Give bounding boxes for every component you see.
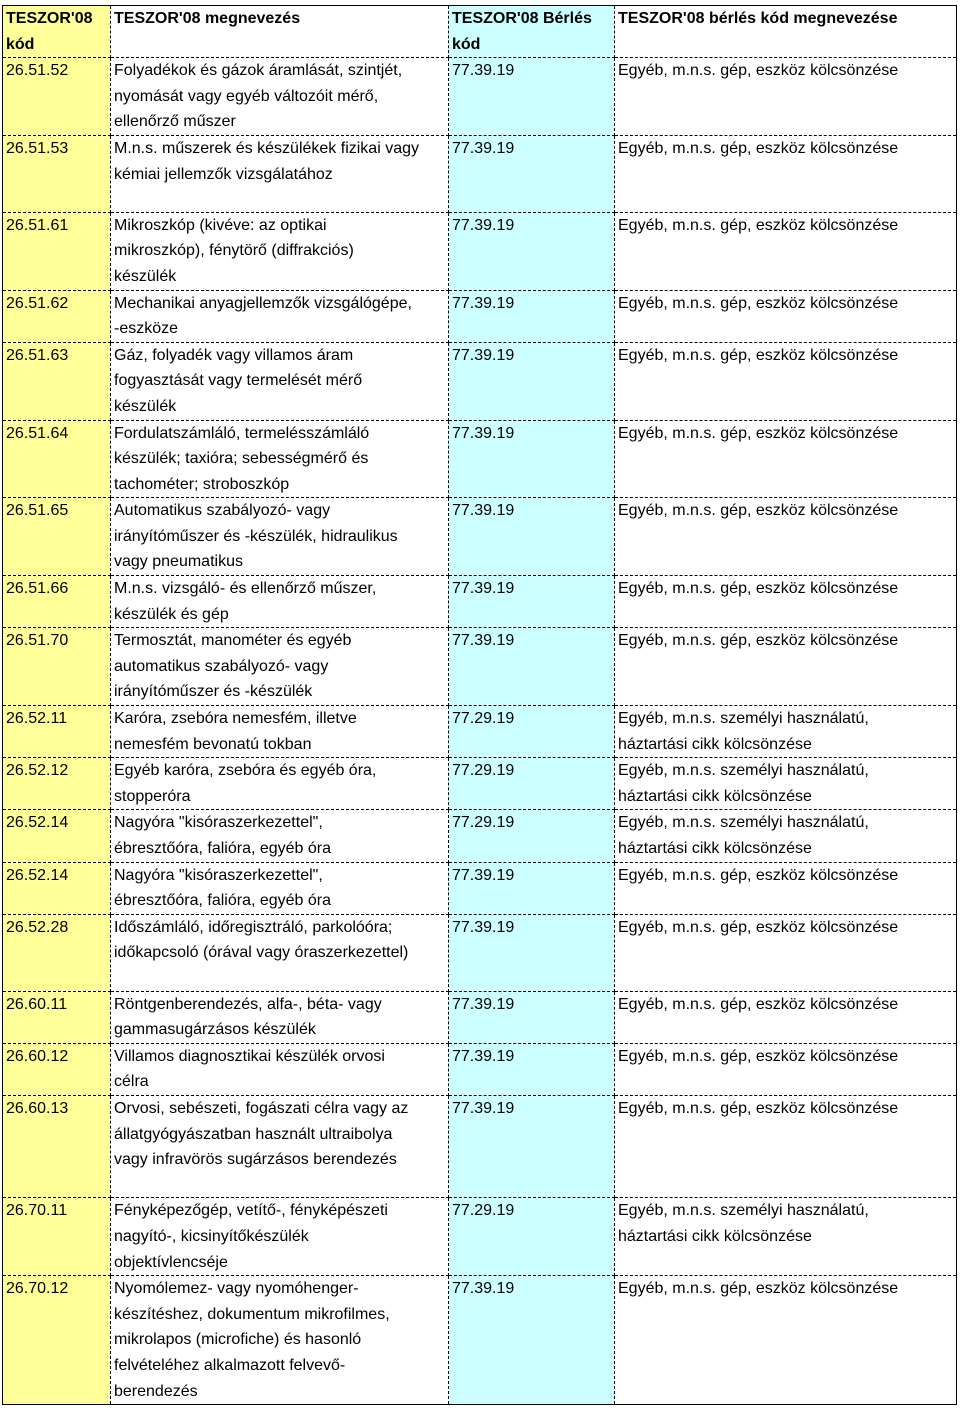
row-name-line: Röntgenberendezés, alfa-, béta- vagy: [114, 995, 382, 1013]
row-code: 26.51.66: [3, 576, 111, 628]
row-rent-code: 77.39.19: [449, 420, 615, 498]
row-code: 26.60.13: [3, 1095, 111, 1197]
row-name: [111, 290, 449, 342]
row-name-line: kémiai jellemzők vizsgálatához: [114, 165, 333, 183]
header-row: [3, 6, 957, 58]
row-name-line: Fényképezőgép, vetítő-, fényképészeti: [114, 1202, 388, 1220]
table-row: [3, 135, 957, 212]
header-code-line2: kód: [6, 35, 35, 53]
row-name: [111, 58, 449, 136]
row-rent-code: 77.39.19: [449, 290, 615, 342]
row-name-line: Mechanikai anyagjellemzők vizsgálógépe,: [114, 294, 412, 312]
row-name-line: berendezés: [114, 1382, 198, 1400]
row-rent-name: [615, 58, 957, 136]
row-rent-name: [615, 991, 957, 1043]
row-rent-name-line: Egyéb, m.n.s. gép, eszköz kölcsönzése: [618, 1099, 899, 1117]
row-rent-name: [615, 862, 957, 914]
row-name-line: Nagyóra "kisóraszerkezettel",: [114, 814, 323, 832]
row-rent-code: 77.39.19: [449, 212, 615, 290]
table-row: [3, 628, 957, 706]
teszor-table: [2, 5, 957, 1405]
row-name: [111, 706, 449, 758]
row-name-line: Nagyóra "kisóraszerkezettel",: [114, 866, 323, 884]
row-rent-code: 77.39.19: [449, 58, 615, 136]
table-row: [3, 420, 957, 498]
row-rent-name: [615, 1198, 957, 1276]
row-name: [111, 498, 449, 576]
row-rent-code: 77.39.19: [449, 1276, 615, 1405]
table-row: [3, 1043, 957, 1095]
row-rent-name-line: Egyéb, m.n.s. gép, eszköz kölcsönzése: [618, 502, 899, 520]
row-rent-name: [615, 810, 957, 862]
row-name-line: fogyasztását vagy termelését mérő: [114, 372, 363, 390]
row-code: 26.51.63: [3, 342, 111, 420]
row-rent-name-line: Egyéb, m.n.s. gép, eszköz kölcsönzése: [618, 995, 899, 1013]
row-name-line: időkapcsoló (órával vagy óraszerkezettel): [114, 944, 409, 962]
row-name-line: M.n.s. vizsgáló- és ellenőrző műszer,: [114, 580, 377, 598]
row-name-line: gammasugárzásos készülék: [114, 1021, 316, 1039]
row-name-line: készülék és gép: [114, 605, 229, 623]
row-rent-code: 77.39.19: [449, 914, 615, 991]
row-name-line: állatgyógyászatban használt ultraibolya: [114, 1125, 393, 1143]
table-row: [3, 290, 957, 342]
row-rent-code: 77.29.19: [449, 810, 615, 862]
row-code: 26.51.61: [3, 212, 111, 290]
row-name-line: készülék: [114, 397, 177, 415]
row-rent-code: 77.39.19: [449, 576, 615, 628]
row-rent-name: [615, 290, 957, 342]
row-code: 26.51.62: [3, 290, 111, 342]
row-name-line: mikrolapos (microfiche) és hasonló: [114, 1331, 362, 1349]
table-row: [3, 862, 957, 914]
row-rent-name-line: háztartási cikk kölcsönzése: [618, 735, 812, 753]
table-row: [3, 1198, 957, 1276]
row-rent-name: [615, 1043, 957, 1095]
row-rent-name: [615, 628, 957, 706]
row-name: [111, 810, 449, 862]
row-name-line: Villamos diagnosztikai készülék orvosi: [114, 1047, 385, 1065]
row-code: 26.51.53: [3, 135, 111, 212]
row-rent-name-line: Egyéb, m.n.s. gép, eszköz kölcsönzése: [618, 62, 899, 80]
row-rent-name-line: Egyéb, m.n.s. gép, eszköz kölcsönzése: [618, 216, 899, 234]
row-name: [111, 342, 449, 420]
row-rent-code: 77.39.19: [449, 1095, 615, 1197]
row-rent-name-line: Egyéb, m.n.s. személyi használatú,: [618, 814, 869, 832]
row-rent-name-line: Egyéb, m.n.s. gép, eszköz kölcsönzése: [618, 580, 899, 598]
row-name-line: vagy infravörös sugárzásos berendezés: [114, 1151, 397, 1169]
header-rent-line2: kód: [452, 35, 481, 53]
row-name-line: nyomását vagy egyéb változóit mérő,: [114, 87, 379, 105]
table-row: [3, 212, 957, 290]
row-name-line: nemesfém bevonatú tokban: [114, 735, 312, 753]
row-name-line: Időszámláló, időregisztráló, parkolóóra;: [114, 918, 393, 936]
row-name-line: Karóra, zsebóra nemesfém, illetve: [114, 710, 357, 728]
row-name-line: objektívlencséje: [114, 1253, 228, 1271]
row-code: 26.52.12: [3, 758, 111, 810]
row-rent-name-line: Egyéb, m.n.s. gép, eszköz kölcsönzése: [618, 346, 899, 364]
row-rent-name-line: Egyéb, m.n.s. gép, eszköz kölcsönzése: [618, 632, 899, 650]
row-rent-name: [615, 758, 957, 810]
row-name-line: automatikus szabályozó- vagy: [114, 657, 329, 675]
table-row: [3, 576, 957, 628]
row-code: 26.51.70: [3, 628, 111, 706]
header-rent-line1: TESZOR'08 Bérlés: [452, 10, 592, 27]
row-name-line: Fordulatszámláló, termelésszámláló: [114, 424, 370, 442]
table-row: [3, 810, 957, 862]
row-code: 26.52.14: [3, 862, 111, 914]
header-code: [3, 6, 111, 58]
table-row: [3, 758, 957, 810]
table-row: [3, 1095, 957, 1197]
row-name-line: -eszköze: [114, 320, 179, 338]
row-rent-code: 77.29.19: [449, 758, 615, 810]
row-name-line: készülék: [114, 267, 177, 285]
row-name-line: irányítóműszer és -készülék, hidraulikus: [114, 527, 398, 545]
row-name-line: Gáz, folyadék vagy villamos áram: [114, 346, 354, 364]
row-name: [111, 1043, 449, 1095]
row-name-line: M.n.s. műszerek és készülékek fizikai vagy: [114, 139, 419, 157]
row-rent-name: [615, 498, 957, 576]
row-rent-code: 77.39.19: [449, 498, 615, 576]
row-rent-name-line: Egyéb, m.n.s. gép, eszköz kölcsönzése: [618, 294, 899, 312]
row-name-line: vagy pneumatikus: [114, 553, 243, 571]
row-code: 26.51.52: [3, 58, 111, 136]
row-rent-name: [615, 576, 957, 628]
row-rent-name-line: háztartási cikk kölcsönzése: [618, 1227, 812, 1245]
row-name-line: ébresztőóra, falióra, egyéb óra: [114, 892, 332, 910]
row-name: [111, 628, 449, 706]
row-name: [111, 135, 449, 212]
table-row: [3, 342, 957, 420]
row-rent-name-line: háztartási cikk kölcsönzése: [618, 787, 812, 805]
table-row: [3, 914, 957, 991]
row-rent-code: 77.29.19: [449, 706, 615, 758]
row-name-line: nagyító-, kicsinyítőkészülék: [114, 1227, 309, 1245]
row-name-line: célra: [114, 1073, 149, 1091]
row-name: [111, 576, 449, 628]
row-name-line: mikroszkóp), fénytörő (diffrakciós): [114, 242, 354, 260]
row-name: [111, 1095, 449, 1197]
row-rent-name: [615, 420, 957, 498]
table-row: [3, 58, 957, 136]
row-rent-name-line: Egyéb, m.n.s. gép, eszköz kölcsönzése: [618, 139, 899, 157]
row-name: [111, 1276, 449, 1405]
row-name-line: tachométer; stroboszkóp: [114, 475, 290, 493]
row-rent-name: [615, 1276, 957, 1405]
row-name-line: Orvosi, sebészeti, fogászati célra vagy az: [114, 1099, 409, 1117]
row-rent-name: [615, 342, 957, 420]
row-rent-name: [615, 1095, 957, 1197]
row-name-line: Termosztát, manométer és egyéb: [114, 632, 352, 650]
row-name: [111, 1198, 449, 1276]
row-name: [111, 212, 449, 290]
row-rent-name-line: Egyéb, m.n.s. személyi használatú,: [618, 1202, 869, 1220]
table-row: [3, 706, 957, 758]
row-name-line: készülék; taxióra; sebességmérő és: [114, 450, 369, 468]
row-code: 26.60.12: [3, 1043, 111, 1095]
header-code-line1: TESZOR'08: [6, 10, 93, 27]
row-rent-code: 77.39.19: [449, 862, 615, 914]
header-rent-name: TESZOR'08 bérlés kód megnevezése: [615, 6, 957, 58]
row-rent-name-line: Egyéb, m.n.s. gép, eszköz kölcsönzése: [618, 1047, 899, 1065]
row-rent-name-line: Egyéb, m.n.s. gép, eszköz kölcsönzése: [618, 866, 899, 884]
row-rent-name: [615, 914, 957, 991]
row-name-line: felvételéhez alkalmazott felvevő-: [114, 1356, 346, 1374]
row-rent-name-line: Egyéb, m.n.s. személyi használatú,: [618, 710, 869, 728]
row-rent-code: 77.39.19: [449, 1043, 615, 1095]
row-code: 26.52.28: [3, 914, 111, 991]
row-rent-name-line: Egyéb, m.n.s. személyi használatú,: [618, 762, 869, 780]
row-rent-name-line: Egyéb, m.n.s. gép, eszköz kölcsönzése: [618, 1280, 899, 1298]
row-name: [111, 420, 449, 498]
row-code: 26.60.11: [3, 991, 111, 1043]
row-name: [111, 914, 449, 991]
row-name-line: Folyadékok és gázok áramlását, szintjét,: [114, 62, 403, 80]
row-rent-name: [615, 706, 957, 758]
row-rent-name: [615, 212, 957, 290]
row-name-line: Mikroszkóp (kivéve: az optikai: [114, 216, 327, 234]
row-name-line: Egyéb karóra, zsebóra és egyéb óra,: [114, 762, 377, 780]
row-name-line: Automatikus szabályozó- vagy: [114, 502, 331, 520]
row-rent-name: [615, 135, 957, 212]
header-rent-code: [449, 6, 615, 58]
row-name: [111, 862, 449, 914]
row-code: 26.51.64: [3, 420, 111, 498]
row-name-line: irányítóműszer és -készülék: [114, 683, 313, 701]
row-rent-name-line: háztartási cikk kölcsönzése: [618, 840, 812, 858]
row-rent-code: 77.29.19: [449, 1198, 615, 1276]
table-row: [3, 1276, 957, 1405]
row-rent-code: 77.39.19: [449, 342, 615, 420]
row-rent-name-line: Egyéb, m.n.s. gép, eszköz kölcsönzése: [618, 424, 899, 442]
row-code: 26.70.12: [3, 1276, 111, 1405]
row-name-line: ellenőrző műszer: [114, 113, 236, 131]
row-code: 26.52.14: [3, 810, 111, 862]
row-rent-code: 77.39.19: [449, 628, 615, 706]
row-name: [111, 758, 449, 810]
row-code: 26.70.11: [3, 1198, 111, 1276]
row-name-line: stopperóra: [114, 787, 191, 805]
row-name-line: Nyomólemez- vagy nyomóhenger-: [114, 1280, 359, 1298]
row-name-line: ébresztőóra, falióra, egyéb óra: [114, 840, 332, 858]
table-row: [3, 498, 957, 576]
table-row: [3, 991, 957, 1043]
row-rent-code: 77.39.19: [449, 991, 615, 1043]
row-code: 26.51.65: [3, 498, 111, 576]
header-name: TESZOR'08 megnevezés: [111, 6, 449, 58]
row-rent-code: 77.39.19: [449, 135, 615, 212]
row-name-line: készítéshez, dokumentum mikrofilmes,: [114, 1305, 390, 1323]
row-name: [111, 991, 449, 1043]
row-code: 26.52.11: [3, 706, 111, 758]
row-rent-name-line: Egyéb, m.n.s. gép, eszköz kölcsönzése: [618, 918, 899, 936]
